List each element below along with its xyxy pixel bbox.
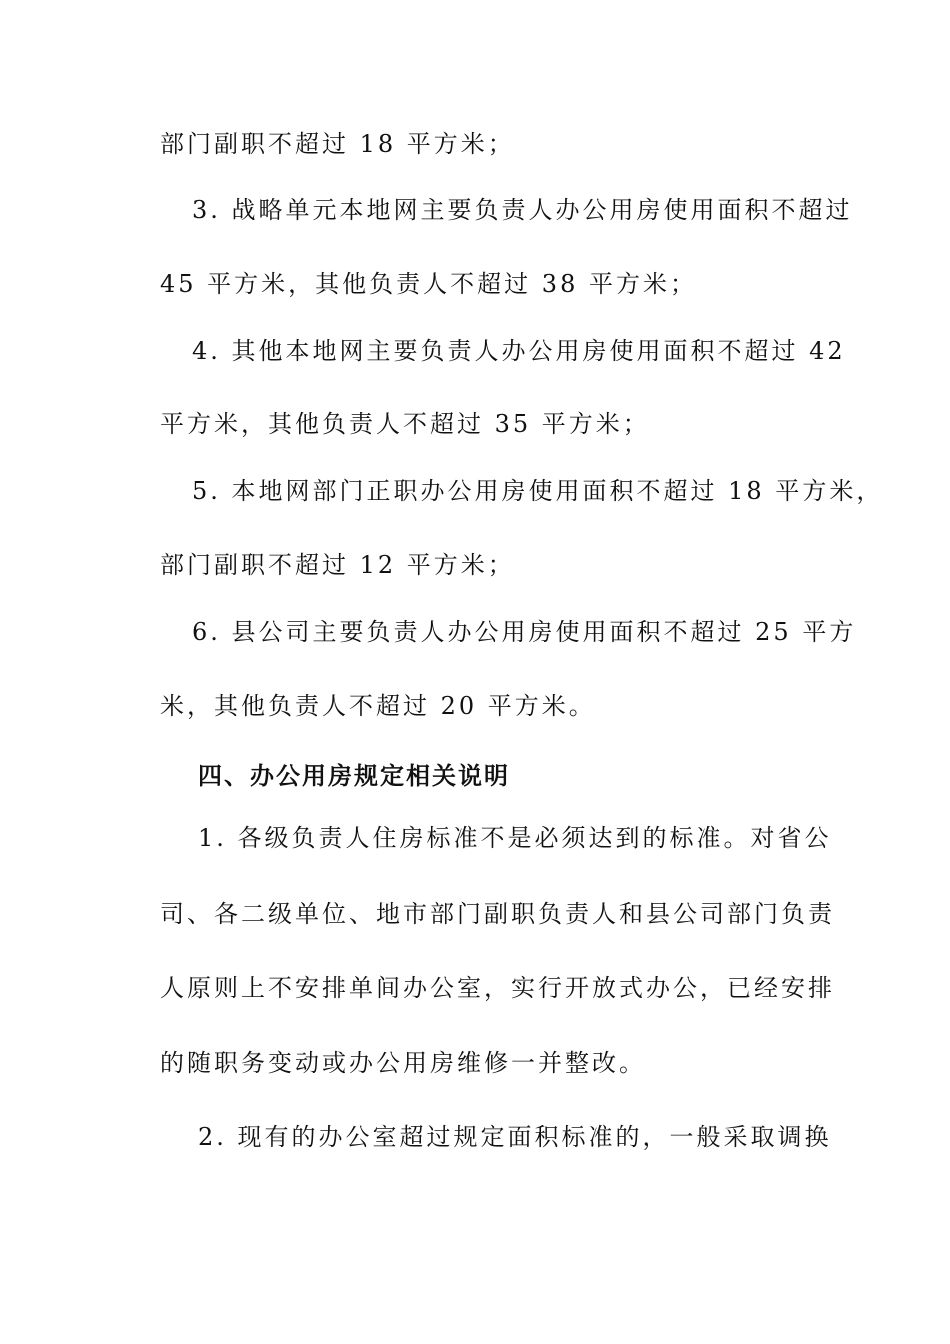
paragraph-start-6: 6. 县公司主要负责人办公用房使用面积不超过 25 平方 <box>192 618 857 646</box>
paragraph-start-s4-2: 2. 现有的办公室超过规定面积标准的，一般采取调换 <box>198 1123 832 1151</box>
text-line: 部门副职不超过 18 平方米； <box>160 130 515 158</box>
text-line: 人原则上不安排单间办公室，实行开放式办公，已经安排 <box>160 974 835 1002</box>
text-line: 的随职务变动或办公用房维修一并整改。 <box>160 1049 646 1077</box>
text-line: 米，其他负责人不超过 20 平方米。 <box>160 692 596 720</box>
text-line: 部门副职不超过 12 平方米； <box>160 551 515 579</box>
section-heading: 四、办公用房规定相关说明 <box>198 762 510 790</box>
text-line: 平方米，其他负责人不超过 35 平方米； <box>160 410 650 438</box>
paragraph-start-s4-1: 1. 各级负责人住房标准不是必须达到的标准。对省公 <box>198 824 832 852</box>
text-line: 45 平方米，其他负责人不超过 38 平方米； <box>160 270 697 298</box>
paragraph-start-4: 4. 其他本地网主要负责人办公用房使用面积不超过 42 <box>192 337 846 365</box>
paragraph-start-5: 5. 本地网部门正职办公用房使用面积不超过 18 平方米， <box>192 477 884 505</box>
paragraph-start-3: 3. 战略单元本地网主要负责人办公用房使用面积不超过 <box>192 196 853 224</box>
text-line: 司、各二级单位、地市部门副职负责人和县公司部门负责 <box>160 900 835 928</box>
